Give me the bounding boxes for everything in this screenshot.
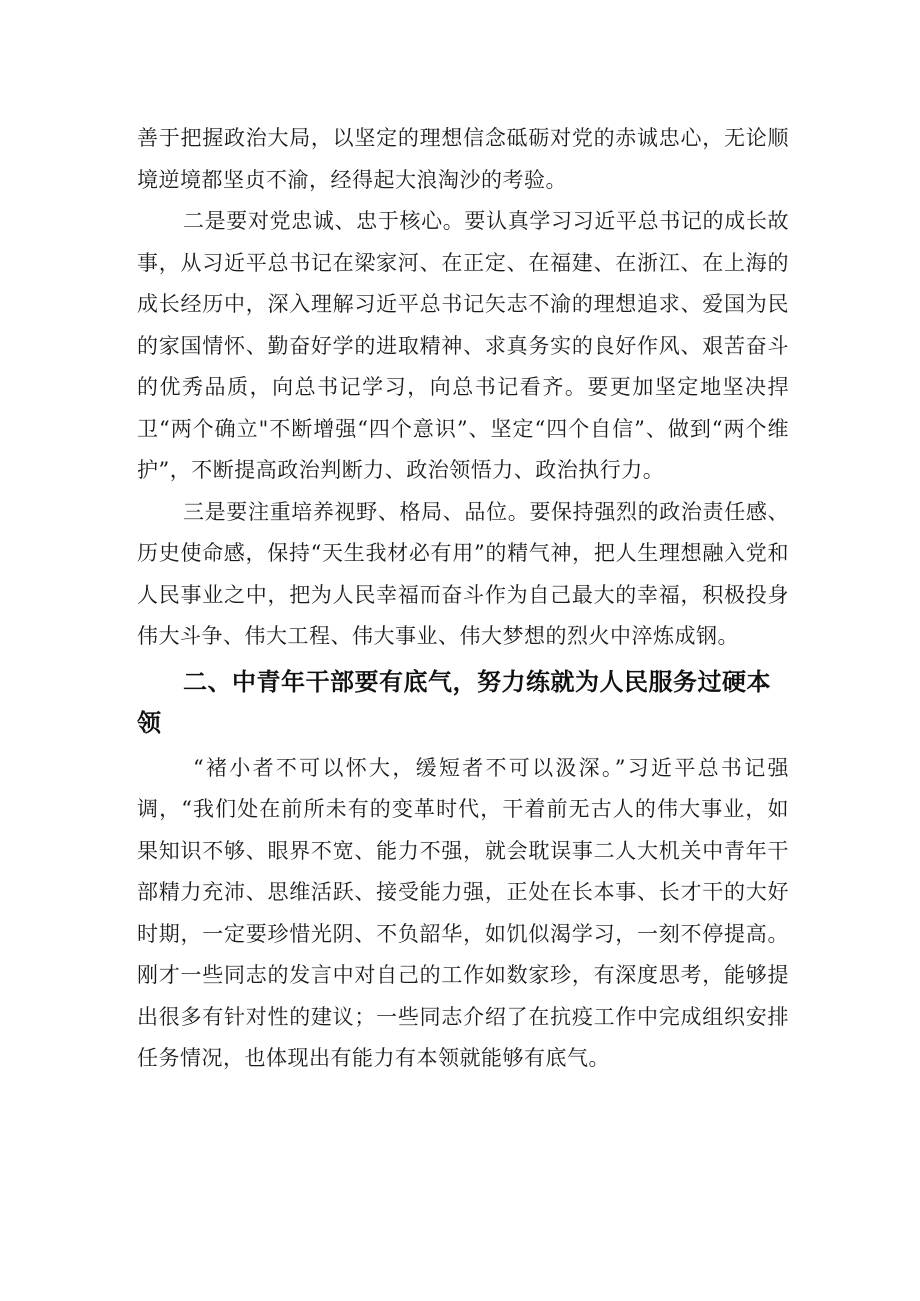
paragraph-vision: 三是要注重培养视野、格局、品位。要保持强烈的政治责任感、历史使命感，保持“天生我材必有用”的精气神，把人生理想融入党和人民事业之中，把为人民幸福而奋斗作为自己最大的幸福，积极投身伟大斗争、伟大工程、伟大事业、伟大梦想的烈火中淬炼成钢。 <box>137 499 789 648</box>
section-heading: 二、中青年干部要有底气，努力练就为人民服务过硬本领 <box>137 667 771 737</box>
document-body <box>137 118 789 1080</box>
paragraph-loyalty: 二是要对党忠诚、忠于核心。要认真学习习近平总书记的成长故事，从习近平总书记在梁家河、在正定、在福建、在浙江、在上海的成长经历中，深入理解习近平总书记矢志不渝的理想追求、爱国为民的家国情怀、勤奋好学的进取精神、求真务实的良好作风、艰苦奋斗的优秀品质，向总书记学习，向总书记看齐。要更加坚定地坚决捍卫“两个确立"不断增强“四个意识”、坚定“四个自信”、做到“两个维护”，不断提高政治判断力、政治领悟力、政治执行力。 <box>137 209 789 482</box>
paragraph-continuation: 善于把握政治大局，以坚定的理想信念砥砺对党的赤诚忠心，无论顺境逆境都坚贞不渝，经得起大浪淘沙的考验。 <box>137 126 789 192</box>
paragraph-capability: “褚小者不可以怀大，缓短者不可以汲深。”习近平总书记强调，“我们处在前所未有的变革时代，干着前无古人的伟大事业，如果知识不够、眼界不宽、能力不强，就会耽误事二人大机关中青年干部精力充沛、思维活跃、接受能力强，正处在长本事、长才干的大好时期，一定要珍惜光阴、不负韶华，如饥似渴学习，一刻不停提高。刚才一些同志的发言中对自己的工作如数家珍，有深度思考，能够提出很多有针对性的建议；一些同志介绍了在抗疫工作中完成组织安排任务情况，也体现出有能力有本领就能够有底气。 <box>137 755 789 1070</box>
